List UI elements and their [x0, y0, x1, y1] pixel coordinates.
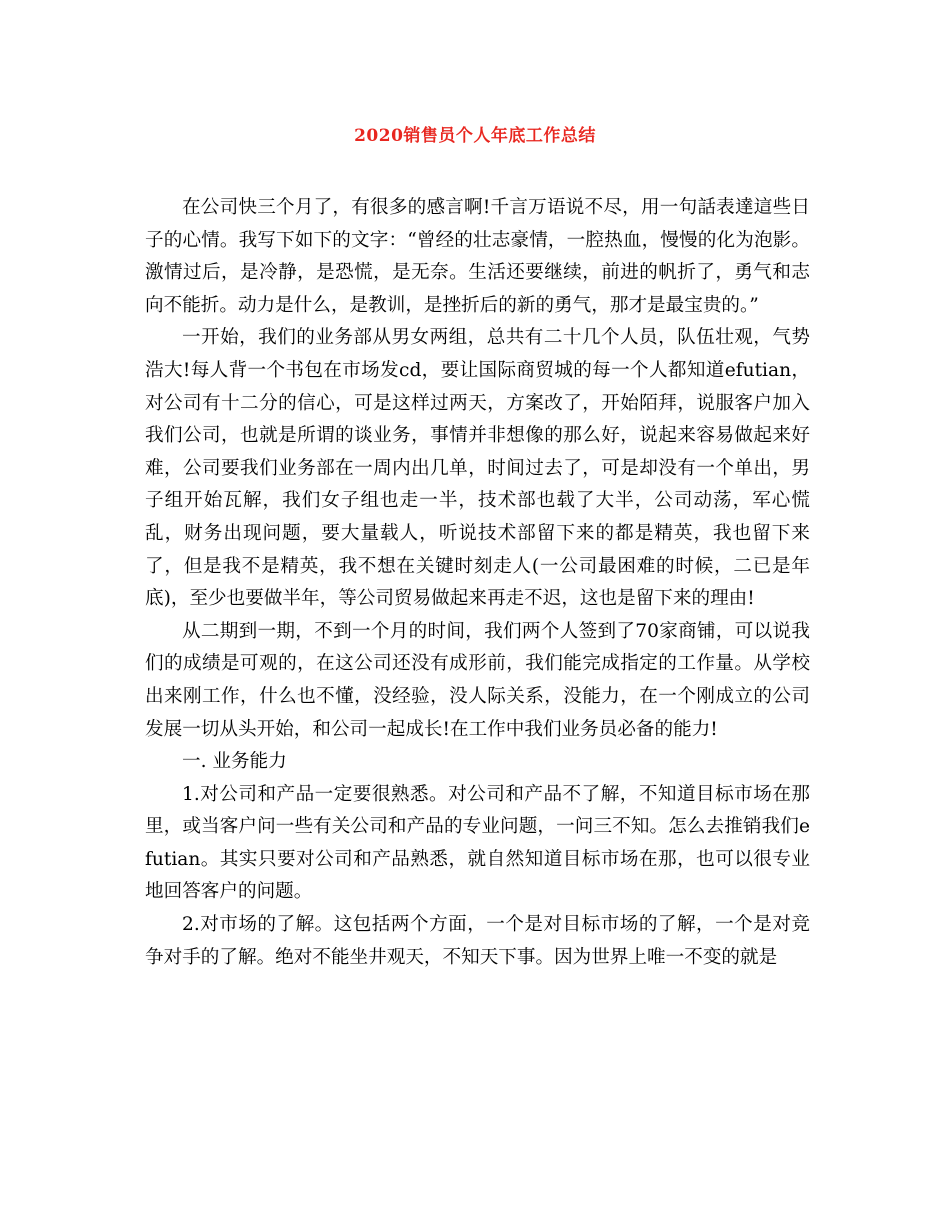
- paragraph-results: 从二期到一期，不到一个月的时间，我们两个人签到了70家商铺，可以说我们的成绩是可观的，在这公司还没有成形前，我们能完成指定的工作量。从学校出来刚工作，什么也不懂，没经验，没人际关系，没能力，在一个刚成立的公司发展一切从头开始，和公司一起成长!在工作中我们业务员必备的能力!: [145, 620, 810, 740]
- paragraph-point-2: 2.对市场的了解。这包括两个方面，一个是对目标市场的了解，一个是对竞争对手的了解。绝对不能坐井观天，不知天下事。因为世界上唯一不变的就是: [145, 914, 810, 968]
- paragraph-intro: 在公司快三个月了，有很多的感言啊!千言万语说不尽，用一句話表達這些日子的心情。我写下如下的文字：“曾经的壮志豪情，一腔热血，慢慢的化为泡影。激情过后，是冷静，是恐慌，是无奈。生活还要继续，前进的帆折了，勇气和志向不能折。动力是什么，是教训，是挫折后的新的勇气，那才是最宝贵的。”: [145, 197, 810, 316]
- document-body: [145, 192, 810, 974]
- paragraph-point-1: 1.对公司和产品一定要很熟悉。对公司和产品不了解，不知道目标市场在那里，或当客户问一些有关公司和产品的专业问题，一问三不知。怎么去推销我们efutian。其实只要对公司和产品熟悉，就自然知道目标市场在那，也可以很专业地回答客户的问题。: [145, 783, 810, 903]
- document-title: 2020销售员个人年底工作总结: [354, 126, 596, 146]
- section-heading-business-ability: 一. 业务能力: [182, 751, 287, 773]
- paragraph-team-history: 一开始，我们的业务部从男女两组，总共有二十几个人员，队伍壮观，气势浩大!每人背一个书包在市场发cd，要让国际商贸城的每一个人都知道efutian，对公司有十二分的信心，可是这样过两天，方案改了，开始陌拜，说服客户加入我们公司，也就是所谓的谈业务，事情并非想像的那么好，说起来容易做起来好难，公司要我们业务部在一周内出几单，时间过去了，可是却没有一个单出，男子组开始瓦解，我们女子组也走一半，技术部也载了大半，公司动荡，军心慌乱，财务出现问题，要大量载人，听说技术部留下来的都是精英，我也留下来了，但是我不是精英，我不想在关键时刻走人(一公司最困难的时候，二已是年底)，至少也要做半年，等公司贸易做起来再走不迟，这也是留下来的理由!: [145, 327, 810, 610]
